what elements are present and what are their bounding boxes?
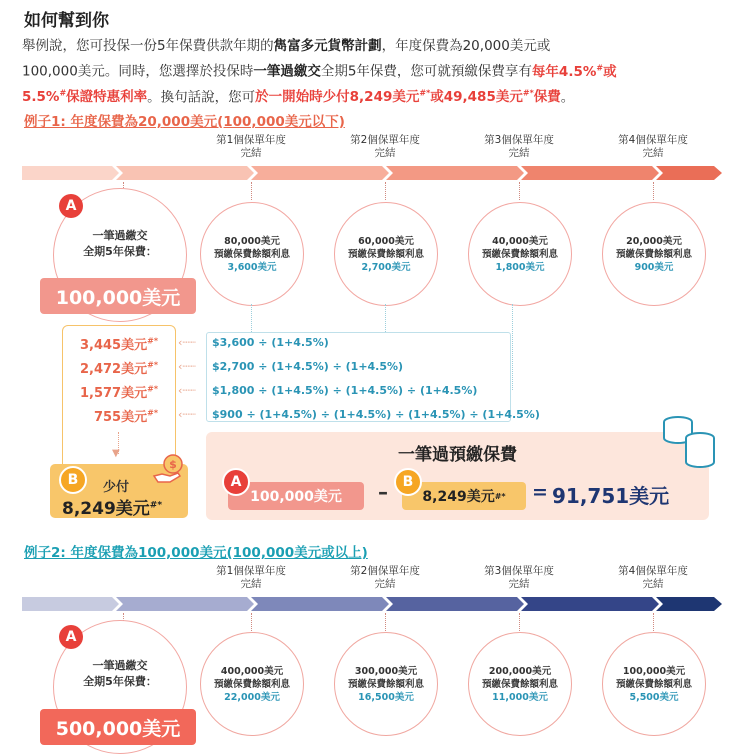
hand-coin-icon: [152, 452, 186, 486]
coins-stack-icon: [658, 408, 722, 472]
total-premium-box: 100,000美元: [40, 278, 196, 314]
badge-b: B: [59, 466, 87, 494]
balance-circle-4: 20,000美元 預繳保費餘額利息 900美元: [602, 202, 706, 306]
arrow-left-icon: ‹┈┈: [178, 384, 196, 397]
year-label-1: 第1個保單年度 完結: [216, 134, 286, 159]
plan-name: 雋富多元貨幣計劃: [273, 38, 382, 54]
summary-b-value: 8,249美元 #*: [402, 482, 526, 510]
summary-badge-b: B: [394, 468, 422, 496]
formula-list: $3,600 ÷ (1+4.5%) $2,700 ÷ (1+4.5%) ÷ (1+4.5%) $1,800 ÷ (1+4.5%) ÷ (1+4.5%) ÷ (1+4.5%) $900 ÷ (1+4.5%) ÷ (1+4.5%) ÷ (1+4.5%) ÷ (1+4.5%): [212, 336, 540, 421]
equals-sign: =: [532, 481, 548, 503]
badge-a-2: A: [59, 625, 83, 649]
year-label-2: 第2個保單年度 完結: [350, 134, 420, 159]
year2-label-4: 第4個保單年度 完結: [618, 565, 688, 590]
year2-label-2: 第2個保單年度 完結: [350, 565, 420, 590]
balance2-circle-2: 300,000美元 預繳保費餘額利息 16,500美元: [334, 632, 438, 736]
arrow-left-icon: ‹┈┈: [178, 336, 196, 349]
arrow-left-icon: ‹┈┈: [178, 408, 196, 421]
year2-label-1: 第1個保單年度 完結: [216, 565, 286, 590]
summary-result: 91,751美元: [552, 484, 670, 508]
summary-title: 一筆過預繳保費: [398, 445, 517, 465]
balance-circle-3: 40,000美元 預繳保費餘額利息 1,800美元: [468, 202, 572, 306]
arrow-left-icon: ‹┈┈: [178, 360, 196, 373]
balance2-circle-1: 400,000美元 預繳保費餘額利息 22,000美元: [200, 632, 304, 736]
balance-circle-2: 60,000美元 預繳保費餘額利息 2,700美元: [334, 202, 438, 306]
page-title: 如何幫到你: [24, 11, 109, 31]
pay-less-label: 少付: [103, 480, 130, 495]
svg-text:$: $: [169, 458, 177, 471]
year2-label-3: 第3個保單年度 完結: [484, 565, 554, 590]
arrow-down-icon: ▼: [112, 448, 120, 459]
pay-less-value: 8,249美元#*: [62, 499, 163, 519]
balance2-circle-3: 200,000美元 預繳保費餘額利息 11,000美元: [468, 632, 572, 736]
summary-badge-a: A: [222, 468, 250, 496]
lump-sum-label-2: 一筆過繳交 全期5年保費：: [83, 659, 157, 688]
lump-sum-label: 一筆過繳交 全期5年保費：: [83, 229, 157, 258]
year-label-3: 第3個保單年度 完結: [484, 134, 554, 159]
discount-list: 3,445美元#* 2,472美元#* 1,577美元#* 755美元#*: [79, 336, 158, 425]
timeline-band-2: [22, 597, 722, 611]
arrow-list: [178, 334, 196, 430]
badge-a: A: [59, 194, 83, 218]
example1-heading: 例子1: 年度保費為20,000美元(100,000美元以下): [24, 114, 345, 130]
balance2-circle-4: 100,000美元 預繳保費餘額利息 5,500美元: [602, 632, 706, 736]
minus-sign: –: [378, 480, 388, 504]
intro-paragraph: 舉例說，您可投保一份5年保費供款年期的雋富多元貨幣計劃，年度保費為20,000美元或 100,000美元。同時，您選擇於投保時一筆過繳交全期5年保費，您可就預繳保費享有每年4.5%#或 5.5%#保證特惠利率。換句話說，您可於一開始時少付8,249美元#*或49,485美元#*保費。: [22, 38, 617, 105]
balance-circle-1: 80,000美元 預繳保費餘額利息 3,600美元: [200, 202, 304, 306]
total-premium-box-2: 500,000美元: [40, 709, 196, 745]
example2-heading: 例子2: 年度保費為100,000美元(100,000美元或以上): [24, 545, 368, 561]
summary-a-value: 100,000美元: [228, 482, 364, 510]
year-label-4: 第4個保單年度 完結: [618, 134, 688, 159]
timeline-band-1: [22, 166, 722, 180]
